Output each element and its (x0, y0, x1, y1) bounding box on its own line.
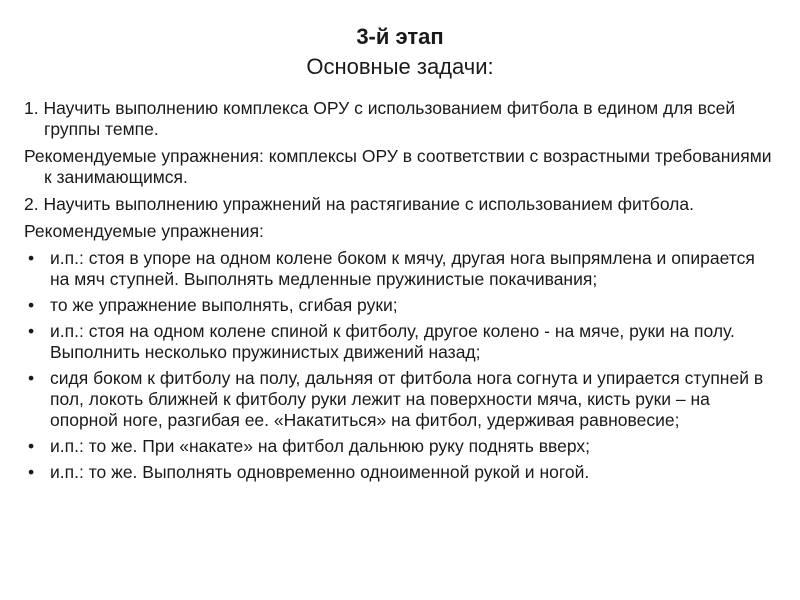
slide-subtitle: Основные задачи: (306, 54, 494, 79)
task-2-paragraph: 2. Научить выполнению упражнений на растягивание с использованием фитбола. (24, 194, 694, 214)
title-block (0, 22, 800, 82)
bullet-icon: • (28, 462, 35, 482)
task-1-paragraph: 1. Научить выполнению комплекса ОРУ с использованием фитбола в едином для всей группы темпе. (24, 98, 736, 139)
bullet-icon: • (28, 295, 35, 315)
list-item-text: сидя боком к фитболу на полу, дальняя от фитбола нога согнута и упирается ступней в пол, локоть ближней к фитболу руки лежит на поверхности мяча, кисть руки – на опорной ноге, разгибая ее. «Накатиться» на фитбол, удерживая равновесие; (50, 368, 764, 430)
list-item (24, 368, 776, 431)
recommended-exercises-2-heading: Рекомендуемые упражнения: (24, 221, 264, 241)
exercise-list (24, 248, 776, 483)
list-item-text: и.п.: то же. Выполнять одновременно одноименной рукой и ногой. (50, 462, 590, 482)
recommended-exercises-1: Рекомендуемые упражнения: комплексы ОРУ в соответствии с возрастными требованиями к занимающимся. (24, 146, 772, 187)
slide-title: 3-й этап (356, 24, 444, 49)
list-item-text: то же упражнение выполнять, сгибая руки; (50, 295, 398, 315)
list-item-text: и.п.: стоя в упоре на одном колене боком к мячу, другая нога выпрямлена и опирается на мяч ступней. Выполнять медленные пружинистые покачивания; (50, 248, 755, 289)
bullet-icon: • (28, 436, 35, 456)
slide-content (24, 98, 776, 488)
list-item (24, 462, 776, 483)
bullet-icon: • (28, 368, 35, 388)
bullet-icon: • (28, 248, 35, 268)
list-item (24, 321, 776, 363)
list-item-text: и.п.: стоя на одном колене спиной к фитболу, другое колено - на мяче, руки на полу. Выполнить несколько пружинистых движений назад; (50, 321, 735, 362)
list-item (24, 248, 776, 290)
bullet-icon: • (28, 321, 35, 341)
list-item-text: и.п.: то же. При «накате» на фитбол дальнюю руку поднять вверх; (50, 436, 591, 456)
list-item (24, 295, 776, 316)
list-item (24, 436, 776, 457)
